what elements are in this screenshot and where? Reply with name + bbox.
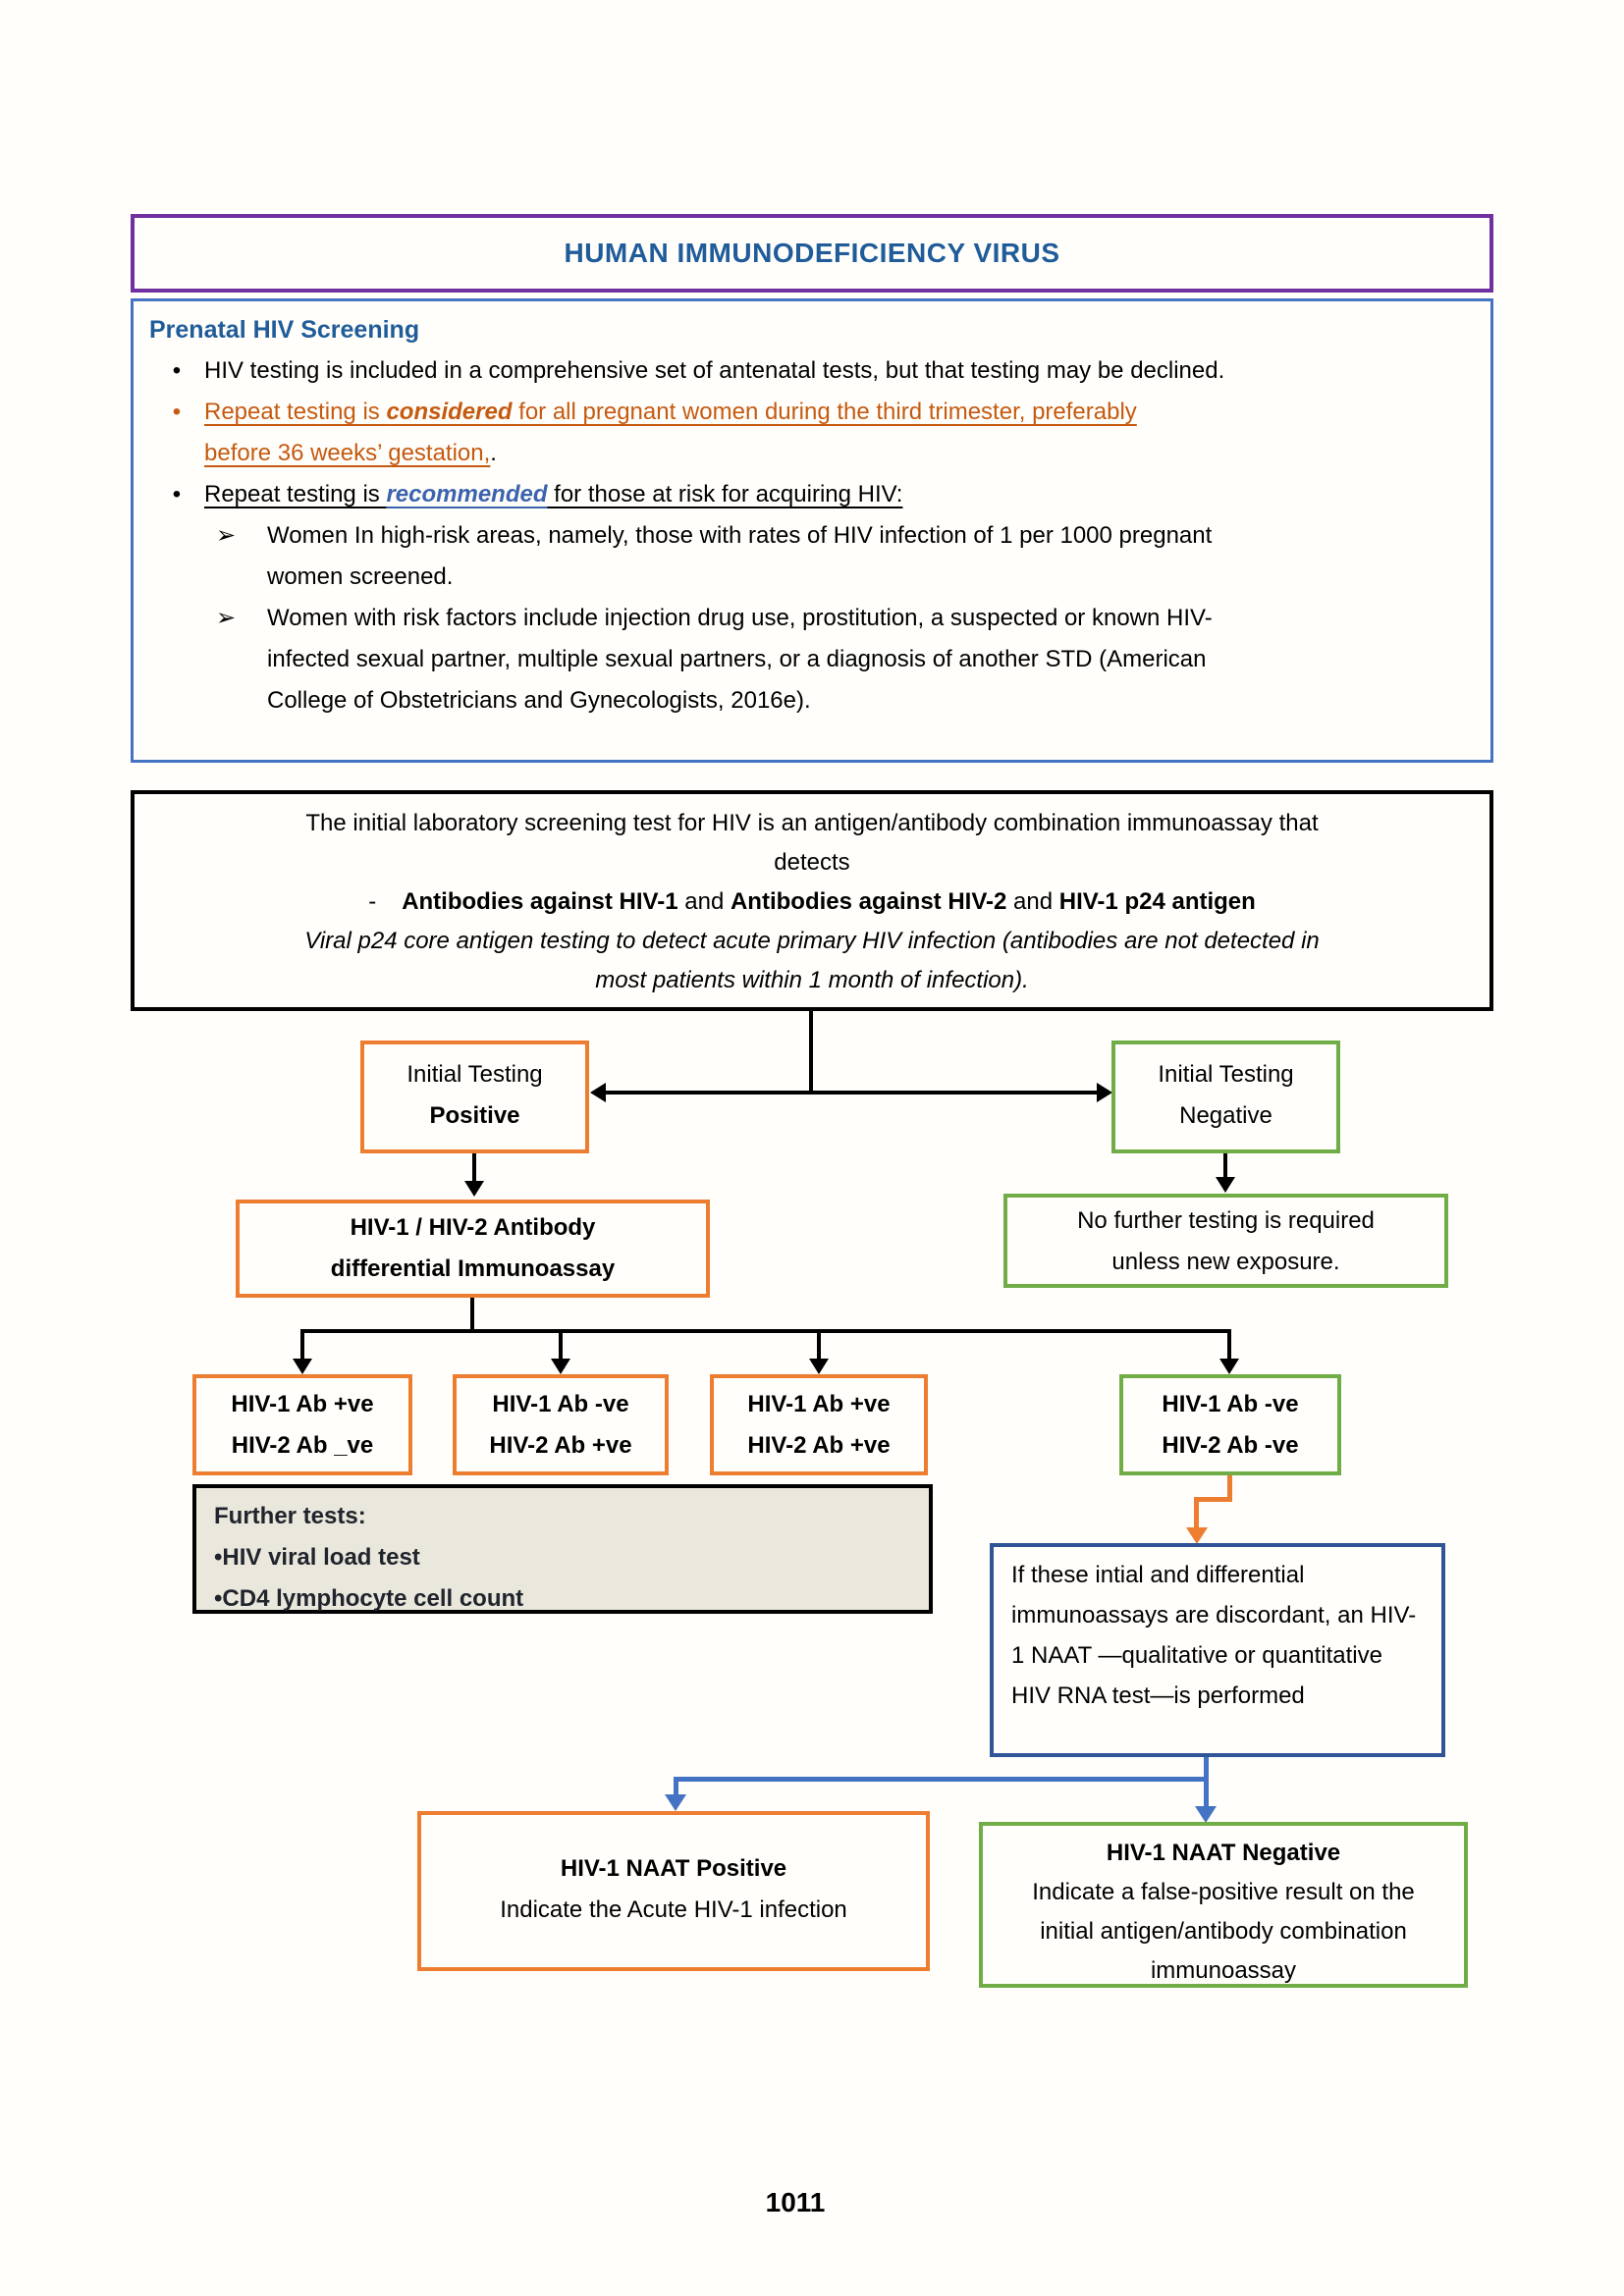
further-tests-heading: Further tests:	[214, 1503, 366, 1529]
connector-naat-negative-down	[1204, 1757, 1209, 1808]
bullet-icon: •	[172, 481, 182, 507]
arrow-bullet-icon: ➢	[216, 605, 237, 631]
connector-naat-positive-down	[674, 1777, 678, 1796]
further-tests-item: •HIV viral load test	[214, 1544, 420, 1571]
arrowhead-down-icon	[1219, 1359, 1239, 1374]
no-further-testing-box	[1003, 1194, 1448, 1288]
dash: -	[368, 888, 377, 915]
arrowhead-down-icon	[1195, 1806, 1217, 1823]
title-box	[131, 214, 1493, 293]
bullet-text-segment: for those at risk for acquiring HIV:	[547, 481, 903, 507]
box-line: Indicate the Acute HIV-1 infection	[500, 1896, 847, 1923]
bullet-icon: •	[172, 399, 182, 425]
box-line: HIV-2 Ab +ve	[489, 1432, 632, 1459]
box-line: HIV-2 Ab _ve	[231, 1432, 374, 1459]
bullet-text	[204, 474, 1475, 515]
box-line: Initial Testing	[406, 1061, 543, 1088]
discordant-naat-box	[990, 1543, 1445, 1757]
result-box-1	[192, 1374, 412, 1475]
box-line: Initial Testing	[1158, 1061, 1294, 1088]
bullet-text-segment: .	[490, 440, 497, 466]
differential-immunoassay-box	[236, 1200, 710, 1298]
prenatal-screening-box	[131, 298, 1493, 763]
arrowhead-down-icon	[551, 1359, 570, 1374]
bullet-item-3	[149, 474, 1475, 515]
screening-intro: The initial laboratory screening test for HIV is an antigen/antibody combination immunoassay that detects	[305, 810, 1319, 876]
arrowhead-down-icon	[464, 1181, 484, 1197]
sub-bullet-text: Women In high-risk areas, namely, those with rates of HIV infection of 1 per 1000 pregnant women screened.	[267, 522, 1213, 590]
further-tests-item: •CD4 lymphocyte cell count	[214, 1585, 524, 1612]
naat-positive-box	[417, 1811, 930, 1971]
box-line: HIV-1 Ab -ve	[492, 1391, 629, 1417]
further-tests-box	[192, 1484, 933, 1614]
connector-result1-down	[300, 1329, 304, 1361]
box-line: Positive	[429, 1102, 520, 1129]
connector-positive-down	[472, 1153, 476, 1183]
sub-bullet-item-1	[208, 515, 1475, 598]
and-text: and	[677, 888, 731, 915]
and-text: and	[1006, 888, 1059, 915]
connector-initial-split	[605, 1091, 1099, 1095]
arrowhead-down-icon	[1216, 1177, 1235, 1193]
page-number: 1011	[765, 2187, 826, 2217]
connector-negative-down	[1223, 1153, 1227, 1179]
initial-testing-negative-box	[1111, 1041, 1340, 1153]
connector-naat-split	[674, 1777, 1209, 1782]
arrowhead-left-icon	[590, 1083, 606, 1102]
bullet-item-2	[149, 392, 1475, 474]
bullet-text-segment: for all pregnant women during the third trimester, preferably before 36 weeks’ gestation,	[204, 399, 1137, 466]
box-line: HIV-1 NAAT Positive	[560, 1855, 787, 1882]
box-line: HIV-1 Ab +ve	[231, 1391, 374, 1417]
box-line: HIV-1 NAAT Negative	[1106, 1840, 1341, 1866]
initial-testing-positive-box	[360, 1041, 589, 1153]
arrow-bullet-icon: ➢	[216, 522, 237, 549]
page-title: HUMAN IMMUNODEFICIENCY VIRUS	[564, 238, 1060, 268]
box-line: differential Immunoassay	[330, 1255, 616, 1282]
bullet-item-1	[149, 350, 1475, 392]
naat-negative-box	[979, 1822, 1468, 1988]
connector-differential-stub	[470, 1298, 474, 1331]
connector-discordant-elbow	[1194, 1497, 1232, 1502]
arrowhead-down-icon	[293, 1359, 312, 1374]
bullet-text: HIV testing is included in a comprehensive set of antenatal tests, but that testing may be declined.	[204, 357, 1225, 384]
screening-test-box	[131, 790, 1493, 1011]
p24-antigen: HIV-1 p24 antigen	[1058, 888, 1256, 915]
arrowhead-right-icon	[1097, 1083, 1112, 1102]
box-line: HIV-2 Ab -ve	[1162, 1432, 1299, 1459]
connector-results-split	[300, 1329, 1231, 1333]
connector-result3-down	[817, 1329, 821, 1361]
bullet-text-segment: considered	[386, 399, 513, 425]
bullet-icon: •	[172, 357, 182, 384]
connector-screening-stub	[809, 1010, 813, 1093]
box-text: No further testing is required unless new exposure.	[1077, 1207, 1375, 1275]
result-box-4	[1119, 1374, 1341, 1475]
box-line: HIV-1 Ab -ve	[1162, 1391, 1299, 1417]
box-text: If these intial and differential immunoassays are discordant, an HIV-1 NAAT —qualitative or quantitative HIV RNA test—is performed	[1011, 1562, 1417, 1709]
antibody-2: Antibodies against HIV-2	[730, 888, 1007, 915]
box-line: HIV-2 Ab +ve	[747, 1432, 891, 1459]
connector-discordant-elbow	[1194, 1497, 1199, 1529]
box-line: Negative	[1179, 1102, 1272, 1129]
arrowhead-down-icon	[1186, 1527, 1208, 1544]
arrowhead-down-icon	[665, 1794, 686, 1811]
bullet-text-segment: recommended	[386, 481, 548, 507]
prenatal-heading: Prenatal HIV Screening	[149, 316, 420, 344]
bullet-text-segment: Repeat testing is	[204, 481, 387, 507]
connector-result4-down	[1227, 1329, 1231, 1361]
bullet-text-segment: Repeat testing is	[204, 399, 387, 425]
screening-note: Viral p24 core antigen testing to detect acute primary HIV infection (antibodies are not detected in most patients within 1 month of infection).	[304, 928, 1320, 993]
sub-bullet-item-2	[208, 598, 1475, 721]
bullet-text	[204, 392, 1186, 474]
box-line: HIV-1 / HIV-2 Antibody	[350, 1214, 596, 1241]
sub-bullet-text: Women with risk factors include injection drug use, prostitution, a suspected or known HIV-infected sexual partner, multiple sexual partners, or a diagnosis of another STD (American College of Obstetricians and Gynecologists, 2016e).	[267, 605, 1213, 714]
result-box-2	[453, 1374, 669, 1475]
antibody-1: Antibodies against HIV-1	[402, 888, 678, 915]
screening-antibodies-line	[135, 882, 1489, 922]
box-line: HIV-1 Ab +ve	[747, 1391, 891, 1417]
connector-result2-down	[559, 1329, 563, 1361]
arrowhead-down-icon	[809, 1359, 829, 1374]
result-box-3	[710, 1374, 928, 1475]
box-text: Indicate a false-positive result on the initial antigen/antibody combination immunoassay	[1032, 1879, 1415, 1984]
